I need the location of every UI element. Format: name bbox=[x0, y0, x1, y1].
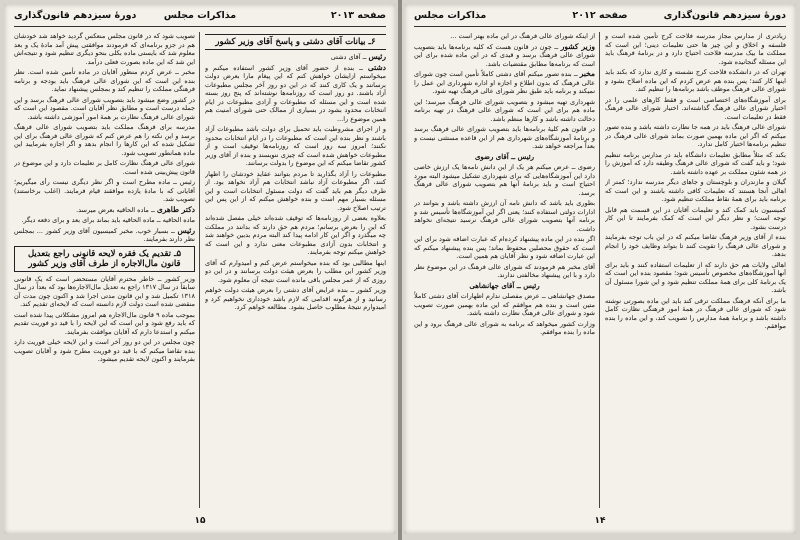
paragraph: آقای مخبر هم فرمودند که شورای عالی فرهنگ در این موضوع نظر دارد و با این پیشنهاد مخالفتی ندارند. bbox=[414, 262, 595, 279]
text-column-left bbox=[414, 32, 595, 508]
speaker-name: مخبر bbox=[579, 69, 595, 78]
page-header bbox=[414, 10, 786, 27]
page-number-label: صفحه ۲۰۱۲ bbox=[572, 10, 628, 21]
paragraph: شهرداری تهیه میشود و بتصویب شورای عالی فرهنگ میرسد؛ این ماده هم برای این است که شورای عالی فرهنگ در تهیه برنامه دخالت داشته باشد و کارها منظم باشد. bbox=[414, 97, 595, 123]
paragraph: وزیر کشور ــ بنده عرایض آقای دشتی را بعرض هیئت دولت خواهم رسانید و از هرگونه اقدامی که لازم باشد خودداری نخواهیم کرد و امیدوارم نتیجهٔ مطلوب حاصل بشود. مطالعه خواهم کرد. bbox=[205, 286, 386, 311]
paragraph: گیلان و مازندران و بلوچستان و جاهای دیگر مدرسه ندارد؛ کمتر از اهالی آنجا هستند که تعلیمات کافی داشته باشند و این است که برنامه باید برای همهٔ نقاط مملکت تنظیم شود. bbox=[605, 178, 786, 203]
paragraph: تهران که در دانشکده فلاحت کرج نشسته و کاری ندارد که بکند باید اینها کار کنند؛ پس بنده هم عرض کردم که این ماده اصلاح بشود و شورای عالی فرهنگ موظف باشد برنامه‌ها را تنظیم کند. bbox=[605, 68, 786, 93]
paragraph: اگر بنده در این ماده پیشنهاد کرده‌ام که عبارت اضافه شود برای این است که حقوق محصلین محفوظ بماند؛ پس بنده پیشنهاد میکنم که این عبارت اضافه شود و نظر آقایان هم همین است. bbox=[414, 235, 595, 260]
paragraph: رئیس ــ ماده مطرح است و اگر نظر دیگری نیست رأی میگیریم؛ آقایانی که با مادهٔ یازده موافقند قیام فرمایند. (اغلب برخاستند) تصویب شد. bbox=[14, 178, 195, 203]
paragraph: اهالی ولایات هم حق دارند که از تعلیمات استفاده کنند و باید برای آنها آموزشگاه‌های مخصوص تأسیس شود؛ مقصود بنده این است که یک برنامهٔ کلی برای همهٔ مملکت تنظیم شود و این شورا مسئول آن باشد. bbox=[605, 260, 786, 294]
page-number-label: صفحه ۲۰۱۳ bbox=[330, 10, 386, 21]
book-spine bbox=[398, 0, 402, 540]
paragraph: کمیسیون باید کمک کند و تعلیمات آقایان در این قسمت هم قابل توجه است؛ و نظر دیگر این است که کمک بفرمایند تا این کار درست بشود. bbox=[605, 205, 786, 231]
paragraph: وزارت کشور میخواهد که برنامه به شورای عالی فرهنگ برود و این ماده را بنده موافقم. bbox=[414, 319, 595, 336]
session-title: دورهٔ سیزدهم قانون‌گذاری bbox=[14, 10, 137, 21]
paragraph: بطوری باید باشد که دانش نامه آن ارزش داشته باشد و بتوانند در ادارات دولتی استفاده کنند؛ یعنی اگر این آموزشگاه‌ها تأسیس شد و برنامه آنها بتصویب شورای عالی فرهنگ نرسید نتیجه‌ای نخواهد داشت. bbox=[414, 199, 595, 233]
paragraph: مصدق جهانشاهی ــ عرض مفصلی ندارم اظهارات آقای دشتی کاملاً متین است و بنده هم موافقم که این ماده بهمین صورت تصویب شود و شورای عالی فرهنگ نظارت داشته باشد. bbox=[414, 292, 595, 317]
page-footer-number bbox=[570, 516, 630, 528]
paragraph: تصویب شود که در قانون مجلس منعکس گردید خواهد شد خودشان هم در جزو برنامه‌ای که فرمودند موافقتی پیش آمد مادهٔ یک و بعد معلوم شد که بایستی ماده بکلی بنحو دیگری تنظیم شود و نتیجه‌اش این شد که این ماده بصورت فعلی درآمد. bbox=[14, 32, 195, 66]
paragraph: وزیر کشور ــ خاطر محترم آقایان مستحضر است که یک قانونی سابقاً در سال ۱۳۱۷ راجع به تعدیل مال‌الاجاره‌ها بود که بعداً در سال ۱۳۱۸ تکمیل شد و این قانون مدتی اجرا شد و اکنون چون مدت آن منقضی شده است دولت لازم دانسته است که لایحه‌ای تقدیم کند. bbox=[14, 274, 195, 308]
text-column-left bbox=[14, 32, 195, 508]
speaker-line bbox=[205, 53, 386, 62]
speaker-text: ــ چون در قانون هست که کلیه برنامه‌ها باید بتصویب شورای عالی فرهنگ برسد و قیدی که در این ماده شده برای این است که برنامه‌ها مطابق مقتضیات باشد. bbox=[414, 42, 595, 68]
speaker-name: رئیس bbox=[177, 225, 195, 235]
paragraph: بکند که مثلاً مطابق تعلیمات دانشگاه باید در مدارس برنامه تنظیم شود؛ و باید گفت که شورای عالی فرهنگ وظیفه دارد که آموزش را در همه شئون مملکت بر عهده داشته باشد. bbox=[605, 150, 786, 176]
paragraph: رضوی ــ عرض میکنم هر یک از این دانش نامه‌ها یک ارزش خاصی دارد این آموزشگاه‌هایی که برای شهرداری تشکیل میشود البته مورد احتیاج است و باید برنامهٔ آنها هم بتصویب شورای عالی فرهنگ برسد. bbox=[414, 163, 595, 197]
publication-title: مذاکرات مجلس bbox=[414, 10, 487, 21]
speaker-text: ــ بنده تصور میکنم آقای دشتی کاملاً تأمین است چون شورای عالی فرهنگ که بدون اطلاع و اجازه او اداره شهرداری این عمل را نمیکند و برنامه باید طبق نظر شورای عالی فرهنگ تهیه شود. bbox=[414, 70, 595, 95]
session-title: دورهٔ سیزدهم قانون‌گذاری bbox=[663, 10, 786, 21]
paragraph: بعلاوه بعضی از روزنامه‌ها که توقیف شده‌اند خیلی مفصل شده‌اند که این را بعرض برسانم؛ مردم هم حق دارند که بدانند در مملکت چه میگذرد و اگر این کار ادامه پیدا کند البته مردم بدبین خواهند شد و انتخابات بدون آزادی مطبوعات معنی ندارد و این است که خواهش میکنم توجه بفرمایند. bbox=[205, 214, 386, 256]
speaker-call: رئیس ــ آقای رضوی bbox=[474, 151, 535, 161]
paragraph: و از اجرای مشروطیت باید تحمیل برای دولت باشد مطبوعات آزاد باشند و نظر بنده این است که مطبوعات را در ایام انتخابات محدود نکنند؛ امروز سه روز است که روزنامه‌ها توقیف است و از مطبوعات خواهش شده است که چیزی ننویسند و بنده از آقای وزیر کشور تقاضا میکنم که این موضوع را بدولت برسانند. bbox=[205, 125, 386, 167]
speaker-text: ــ بسیار خوب. مخبر کمیسیون آقای وزیر کشور ... بمجلس نظر دارند بفرمایند. bbox=[14, 226, 195, 243]
paragraph: مدرسه برای فرهنگ مملکت باید بتصویب شورای عالی فرهنگ برسد و این نکته را هم عرض کنم که شورای عالی فرهنگ برای این تشکیل شده که این کارها را انجام بدهد و اگر اجازه بفرمایید این ماده همانطور تصویب شود. bbox=[14, 123, 195, 157]
paragraph: زیادتری از مدارس مجاز مدرسه فلاحت کرج تأمین شده است و فلسفه و اخلاق و این چیز ها حتی تعلیمات دینی؛ این است که مملکت ما بیک مدرسه فلاحت احتیاج دارد و در برنامهٔ فرهنگ باید این مسئله گنجانیده شود. bbox=[605, 32, 786, 66]
page-footer-number bbox=[170, 516, 230, 528]
speaker-line bbox=[414, 70, 595, 96]
paragraph: چون مجلس در این دو روز آخر است و این لایحه خیلی فوریت دارد بنده تقاضا میکنم که با قید دو فوریت مطرح شود و آقایان تصویب بفرمایند و اکنون لایحه تقدیم میشود. bbox=[14, 338, 195, 363]
paragraph: در قانون هم کلیهٔ برنامه‌ها باید بتصویب شورای عالی فرهنگ برسد و برنامهٔ آموزشگاه‌های شهرداری هم از این قاعده مستثنی نیست و بعداً مراجعه خواهد شد. bbox=[414, 125, 595, 150]
speaker-line bbox=[205, 64, 386, 124]
paragraph: بموجب ماده ۹ قانون مال‌الاجاره هم امروز مشکلاتی پیدا شده است که باید رفع شود و این است که این لایحه را با قید دو فوریت تقدیم میکنم و استدعا دارم که آقایان موافقت بفرمایند. bbox=[14, 310, 195, 336]
speaker-name: دشتی bbox=[367, 62, 386, 72]
section-heading: ۶ـ بیانات آقای دشتی و پاسخ آقای وزیر کشور bbox=[205, 34, 386, 50]
paragraph: ــ بنده از حضور آقای وزیر کشور استفاده میکنم و میخواستم ازایشان خواهش کنم که این پیغام مارا بعرض دولت برسانند و یک کاری کنند که در این دو روز آخر مجلس مطبوعات آزاد باشند. دو روز است که روزنامه‌ها نوشته‌اند که پنج روز بسته شده است و این مسئله که مطبوعات و آزادی مطبوعات در ایام انتخابات محدود بشود در بسیاری از ممالک حتی شورای امنیت هم همین موضوع را... bbox=[205, 63, 386, 123]
paragraph: شورای عالی فرهنگ نظارت کامل بر تعلیمات دارد و این موضوع در قانون پیش‌بینی شده است. bbox=[14, 159, 195, 176]
speaker-name: وزیر کشور bbox=[560, 41, 595, 51]
paragraph: برای آموزشگاه‌های اختصاصی است و فقط کارهای علمی را در اختیار شورای عالی فرهنگ گذاشته‌اند. اختیار شورای عالی فرهنگ فقط در تعلیمات است. bbox=[605, 95, 786, 121]
paragraph: در کشور وضع میشود باید بتصویب شورای عالی فرهنگ برسد و این جمله درست است و مطابق نظر آقایان است. مقصود این است که شورای عالی فرهنگ نظارت بر همهٔ امور آموزشی داشته باشد. bbox=[14, 95, 195, 121]
paragraph: مخبر ــ عرض کردم منظور آقایان در ماده تأمین شده است. نظر بنده این است که این شورای عالی فرهنگ باید بودجه و برنامه فرهنگی مملکت را تنظیم کند و بمجلس پیشنهاد نماید. bbox=[14, 68, 195, 93]
speaker-line bbox=[14, 206, 195, 215]
paragraph: از اینکه شورای عالی فرهنگ در این ماده بهتر است ... bbox=[450, 32, 595, 40]
speaker-line bbox=[14, 227, 195, 244]
paragraph: شورای عالی فرهنگ باید در همه جا نظارت داشته باشد و بنده تصور میکنم که اگر این ماده بهمین صورت بماند شورای عالی فرهنگ در تنظیم برنامه‌ها اختیار کامل ندارد. bbox=[605, 123, 786, 148]
column-divider bbox=[199, 32, 200, 508]
paragraph: مطبوعات را آزاد بگذارید تا مردم بتوانند عقاید خودشان را اظهار کنند، اگر مطبوعات آزاد نباشد انتخابات هم آزاد نخواهد بود. از طرف دیگر هم باید گفت که دولت مسئول انتخابات است و این مسئله بسیار مهم است و بنده خواهش میکنم که از این پس این ترتیب اصلاح شود. bbox=[205, 169, 386, 212]
speaker-text: ــ آقای دشتی bbox=[330, 53, 369, 61]
page-header bbox=[14, 10, 386, 27]
paragraph: اینها مطالبی بود که بنده میخواستم عرض کنم و امیدوارم که آقای وزیر کشور این مطلب را بعرض هیئت دولت برسانند و در این دو روزی که از عمر مجلس باقی مانده است نتیجه آن معلوم شود. bbox=[205, 258, 386, 284]
paragraph: ماده الحاقیه ــ ماده الحاقیه باید بماند برای بعد و برای دفعه دیگر. bbox=[21, 216, 195, 224]
paragraph: بنده از آقای وزیر فرهنگ تقاضا میکنم که در این باب توجه بفرمایند و شورای عالی فرهنگ را تقویت کنند تا بتواند وظایف خود را انجام بدهد. bbox=[605, 233, 786, 258]
text-column-right bbox=[205, 32, 386, 508]
speaker-name: دکتر طاهری bbox=[156, 204, 195, 214]
speaker-name: رئیس bbox=[368, 52, 386, 61]
speaker-call: رئیس ــ آقای جهانشاهی bbox=[469, 280, 540, 290]
paragraph: ما برای آنکه فرهنگ مملکت ترقی کند باید این ماده بصورتی نوشته شود که شورای عالی فرهنگ در همهٔ امور فرهنگی نظارت کامل داشته باشد و برنامهٔ همهٔ مدارس را تصویب کند، و این ماده را بنده موافقم. bbox=[605, 296, 786, 330]
text-column-right bbox=[605, 32, 786, 508]
column-divider bbox=[599, 32, 600, 508]
speaker-line bbox=[414, 43, 595, 69]
right-page bbox=[404, 4, 796, 534]
footer-number: ۱۴ bbox=[594, 516, 606, 526]
left-page bbox=[4, 4, 396, 534]
footer-number: ۱۵ bbox=[194, 516, 206, 526]
publication-title: مذاکرات مجلس bbox=[163, 10, 237, 21]
section-heading: ۵ـ تقدیم یک فقره لایحه قانونی راجع بتعدیل قانون مال‌الاجاره از طرف آقای وزیر کشور bbox=[14, 246, 195, 272]
speaker-text: ــ ماده الحاقیه بعرض میرسد. bbox=[76, 205, 157, 214]
